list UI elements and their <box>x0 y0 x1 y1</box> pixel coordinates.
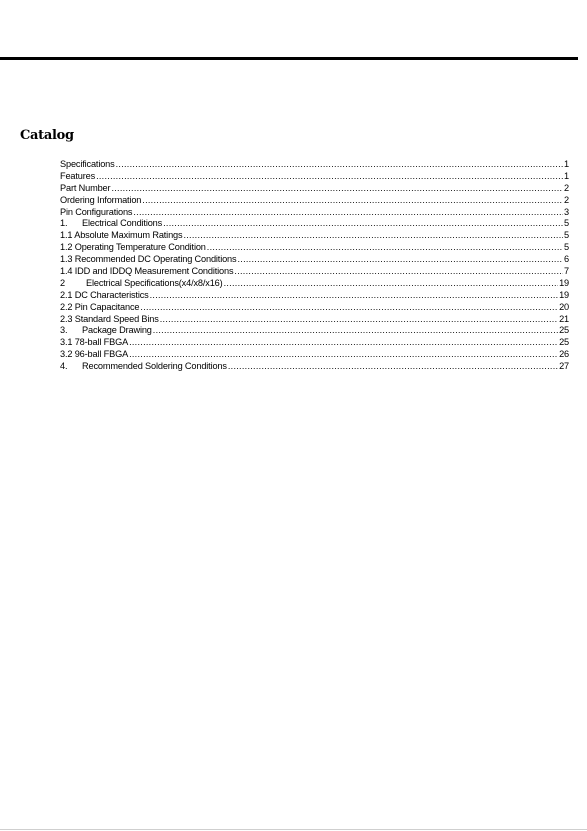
toc-entry-specifications[interactable] <box>60 159 569 171</box>
toc-leader <box>234 266 563 278</box>
toc-leader <box>224 278 559 290</box>
toc-section-title: Package Drawing <box>82 325 152 336</box>
toc-section-number: 2 <box>60 277 65 288</box>
toc-leader <box>207 242 563 254</box>
toc-label: 2.1 DC Characteristics <box>60 289 149 300</box>
toc-page-number: 1 <box>564 158 569 169</box>
toc-label: 2.2 Pin Capacitance <box>60 301 140 312</box>
catalog-title: Catalog <box>20 128 74 143</box>
toc-section-title: Electrical Conditions <box>82 218 163 229</box>
toc-page-number: 5 <box>564 242 569 253</box>
toc-entry-package-drawing[interactable] <box>60 325 569 337</box>
toc-entry-idd-iddq-measurement[interactable] <box>60 266 569 278</box>
toc-page-number: 20 <box>559 301 569 312</box>
toc-page-number: 19 <box>559 277 569 288</box>
toc-page-number: 19 <box>559 289 569 300</box>
toc-entry-pin-capacitance[interactable] <box>60 302 569 314</box>
toc-leader <box>228 361 558 373</box>
toc-entry-part-number[interactable] <box>60 183 569 195</box>
toc-entry-recommended-dc-operating[interactable] <box>60 254 569 266</box>
toc-leader <box>150 290 558 302</box>
toc-label: 1.1 Absolute Maximum Ratings <box>60 230 183 241</box>
footer-rule <box>0 829 587 830</box>
toc-label <box>60 325 152 337</box>
toc-page-number: 5 <box>564 230 569 241</box>
toc-leader <box>237 254 563 266</box>
header-rule <box>0 57 578 60</box>
toc-leader <box>129 349 558 361</box>
toc-entry-features[interactable] <box>60 171 569 183</box>
toc-leader <box>160 314 558 326</box>
toc-entry-78-ball-fbga[interactable] <box>60 337 569 349</box>
toc-leader <box>153 325 558 337</box>
toc-entry-recommended-soldering[interactable] <box>60 361 569 373</box>
toc-label: 2.3 Standard Speed Bins <box>60 313 159 324</box>
toc-leader <box>183 230 563 242</box>
toc-page-number: 6 <box>564 254 569 265</box>
toc-page-number: 25 <box>559 325 569 336</box>
toc-label: 1.2 Operating Temperature Condition <box>60 242 206 253</box>
toc-page-number: 26 <box>559 349 569 360</box>
toc-entry-electrical-conditions[interactable] <box>60 218 569 230</box>
toc-leader <box>116 159 563 171</box>
toc-page-number: 1 <box>564 170 569 181</box>
toc-leader <box>140 302 558 314</box>
toc-entry-dc-characteristics[interactable] <box>60 290 569 302</box>
toc-section-number: 4. <box>60 361 68 372</box>
toc-label: Pin Configurations <box>60 206 133 217</box>
toc-label: Part Number <box>60 182 111 193</box>
toc-leader <box>129 337 558 349</box>
toc-entry-absolute-maximum-ratings[interactable] <box>60 230 569 242</box>
toc-page-number: 27 <box>559 361 569 372</box>
toc-label: 1.3 Recommended DC Operating Conditions <box>60 254 237 265</box>
toc-leader <box>163 218 563 230</box>
table-of-contents <box>60 159 569 373</box>
toc-page-number: 2 <box>564 182 569 193</box>
toc-entry-electrical-specifications[interactable] <box>60 278 569 290</box>
toc-section-number: 1. <box>60 218 68 229</box>
toc-page-number: 2 <box>564 194 569 205</box>
toc-label: Ordering Information <box>60 194 142 205</box>
toc-entry-operating-temperature[interactable] <box>60 242 569 254</box>
toc-label: 1.4 IDD and IDDQ Measurement Conditions <box>60 266 234 276</box>
toc-label: 3.1 78-ball FBGA <box>60 337 129 348</box>
toc-leader <box>142 195 563 207</box>
toc-entry-ordering-information[interactable] <box>60 195 569 207</box>
toc-label: Specifications <box>60 158 115 169</box>
toc-label <box>60 361 227 373</box>
toc-section-title: Recommended Soldering Conditions <box>82 361 227 372</box>
toc-entry-96-ball-fbga[interactable] <box>60 349 569 361</box>
toc-leader <box>133 207 563 219</box>
toc-label: 3.2 96-ball FBGA <box>60 349 129 360</box>
toc-entry-standard-speed-bins[interactable] <box>60 314 569 326</box>
toc-section-title: Electrical Specifications(x4/x8/x16) <box>86 277 223 288</box>
toc-label: Features <box>60 170 96 181</box>
toc-page-number: 7 <box>564 266 569 276</box>
toc-entry-pin-configurations[interactable] <box>60 207 569 219</box>
toc-label <box>60 218 162 230</box>
toc-label <box>60 278 223 290</box>
toc-page-number: 3 <box>564 206 569 217</box>
toc-page-number: 5 <box>564 218 569 229</box>
toc-leader <box>96 171 563 183</box>
toc-leader <box>111 183 563 195</box>
toc-section-number: 3. <box>60 325 68 336</box>
toc-page-number: 21 <box>559 313 569 324</box>
toc-page-number: 25 <box>559 337 569 348</box>
